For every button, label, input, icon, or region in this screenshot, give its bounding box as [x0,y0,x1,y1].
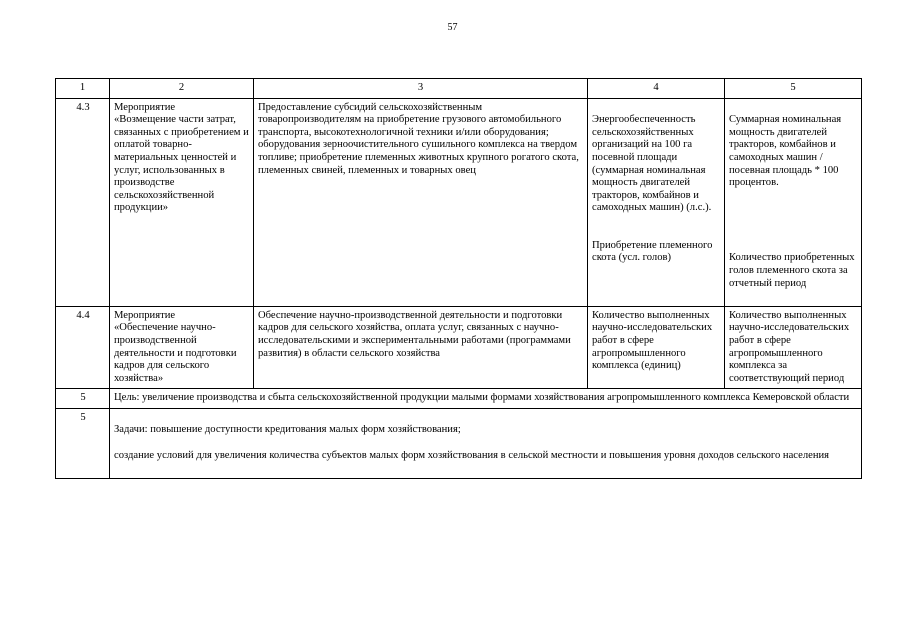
indicator-text: Энергообеспеченность сельскохозяйственных организаций на 100 га посевной площади (суммарная номинальная мощность двигателей тракторов, комбайнов и самоходных машин) (л.с.). [592,114,712,214]
event-description: Предоставление субсидий сельскохозяйственным товаропроизводителям на приобретение грузового автомобильного транспорта, высокотехнологичной техники и/или оборудования; оборудования зерноочистительного сушильного комплекса на твердом топливе; приобретение племенных животных крупного рогатого скота, племенных свиней, племенных и товарных овец [254,98,588,306]
goal-row [56,389,862,409]
tasks-cell [110,408,862,478]
row-number: 5 [56,389,110,409]
event-description: Обеспечение научно-производственной деятельности и подготовки кадров для сельского хозяйства, оплата услуг, связанных с научно-исследовательскими и экспериментальными работами (программами развития) в области сельского хозяйства [254,306,588,389]
header-col-3: 3 [254,79,588,99]
indicator-cell [588,98,725,306]
method-text: Количество приобретенных голов племенного скота за отчетный период [729,252,855,289]
tasks-text: создание условий для увеличения количества субъектов малых форм хозяйствования в сельской местности и повышения уровня доходов сельского населения [114,449,830,461]
goal-text: Цель: увеличение производства и сбыта сельскохозяйственной продукции малыми формами хозяйствования агропромышленного комплекса Кемеровской области [110,389,862,409]
indicator-text: Приобретение племенного скота (усл. голов) [592,239,713,264]
row-number: 4.4 [56,306,110,389]
program-table [55,78,862,479]
header-col-4: 4 [588,79,725,99]
method-text: Количество выполненных научно-исследовательских работ в сфере агропромышленного комплекса за соответствующий период [725,306,862,389]
row-number: 5 [56,408,110,478]
event-name: Мероприятие «Возмещение части затрат, связанных с приобретением и оплатой товарно-материальных ценностей и услуг, использованных в производстве сельскохозяйственной продукции» [110,98,254,306]
method-cell [725,98,862,306]
method-text: Суммарная номинальная мощность двигателей тракторов, комбайнов и самоходных машин / посевная площадь * 100 процентов. [729,114,842,189]
header-col-5: 5 [725,79,862,99]
indicator-text: Количество выполненных научно-исследовательских работ в сфере агропромышленного комплекса (единиц) [588,306,725,389]
page-number: 57 [447,22,458,33]
row-number: 4.3 [56,98,110,306]
table-row [56,306,862,389]
table-header-row [56,79,862,99]
event-name: Мероприятие «Обеспечение научно-производственной деятельности и подготовки кадров для сельского хозяйства» [110,306,254,389]
table-row [56,98,862,306]
header-col-1: 1 [56,79,110,99]
tasks-text: Задачи: повышение доступности кредитования малых форм хозяйствования; [114,424,461,436]
header-col-2: 2 [110,79,254,99]
tasks-row [56,408,862,478]
